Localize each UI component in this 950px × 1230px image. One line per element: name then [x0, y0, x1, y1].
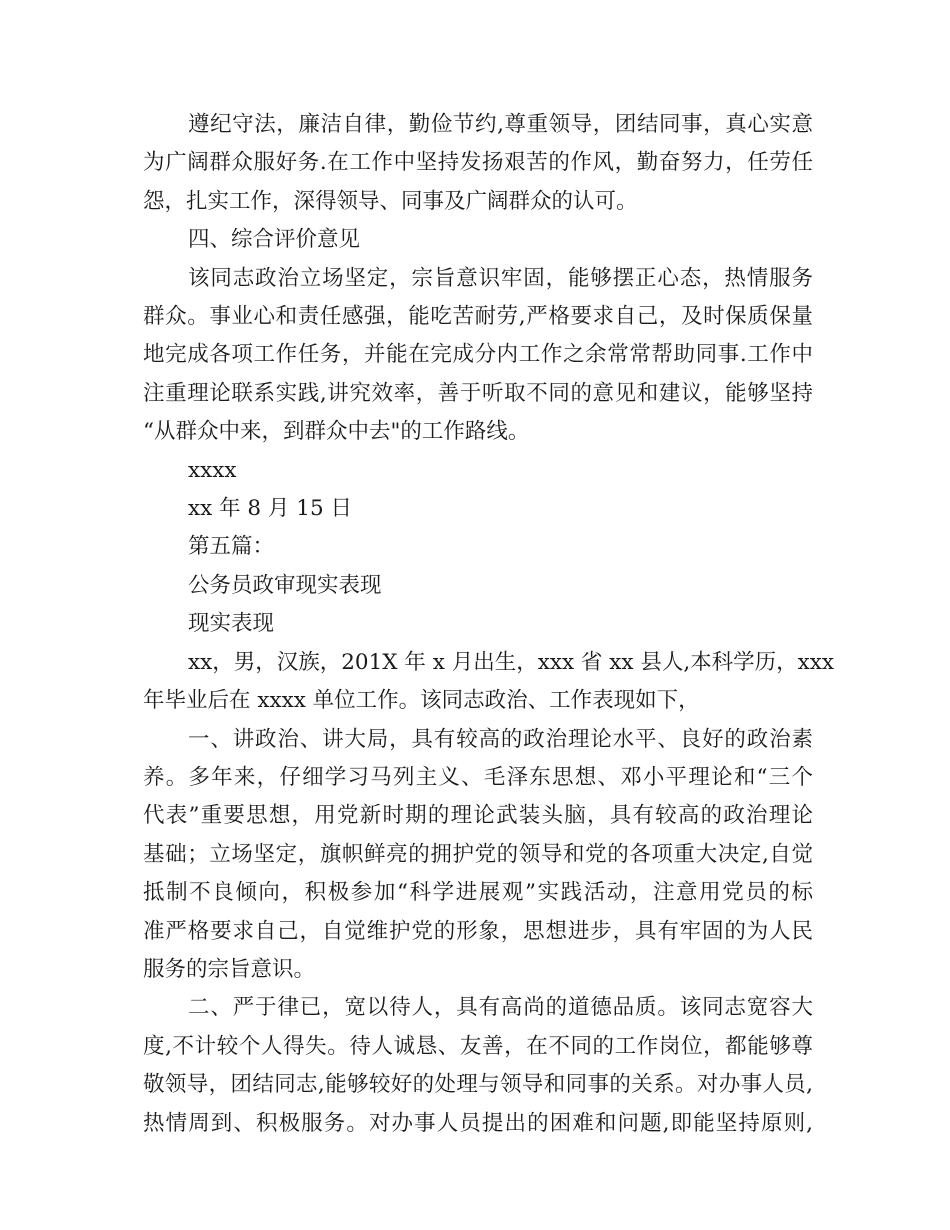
- paragraph: [143, 644, 835, 721]
- text-line: 四、综合评价意见: [188, 227, 361, 253]
- text-line: 度,不计较个人得失。待人诚恳、友善，在不同的工作岗位，都能够尊: [143, 1033, 813, 1059]
- text-line: 为广阔群众服好务.在工作中坚持发扬艰苦的作风，勤奋努力，任劳任: [143, 150, 813, 176]
- text-line: 怨，扎实工作，深得领导、同事及广阔群众的认可。: [143, 188, 638, 214]
- text-line: 地完成各项工作任务，并能在完成分内工作之余常常帮助同事.工作中: [143, 342, 813, 368]
- text-line: xx 年 8 月 15 日: [188, 496, 352, 522]
- paragraph: [143, 260, 813, 452]
- document-title: [143, 567, 813, 605]
- chapter-heading: [143, 528, 813, 566]
- text-line: “从群众中来，到群众中去"的工作路线。: [143, 419, 530, 445]
- text-line: 二、严于律已，宽以待人，具有高尚的道德品质。该同志宽容大: [188, 995, 813, 1021]
- text-line: 第五篇：: [188, 534, 275, 560]
- text-line: 代表”重要思想，用党新时期的理论武装头脑，具有较高的政治理论: [143, 803, 813, 829]
- paragraph: [143, 989, 813, 1143]
- text-line: 一、讲政治、讲大局，具有较高的政治理论水平、良好的政治素: [188, 726, 813, 752]
- document-body: [143, 106, 835, 1143]
- text-line: 敬领导，团结同志,能够较好的处理与领导和同事的关系。对办事人员,: [143, 1072, 813, 1098]
- text-line: 遵纪守法，廉洁自律，勤俭节约,尊重领导，团结同事，真心实意: [188, 112, 813, 137]
- section-heading: [143, 221, 813, 259]
- text-line: 基础；立场坚定，旗帜鲜亮的拥护党的领导和党的各项重大决定,自觉: [143, 841, 813, 867]
- paragraph: [143, 721, 813, 990]
- text-line: 养。多年来，仔细学习马列主义、毛泽东思想、邓小平理论和“三个: [143, 764, 813, 790]
- text-line: 准严格要求自己，自觉维护党的形象，思想进步，具有牢固的为人民: [143, 918, 813, 944]
- text-line: 服务的宗旨意识。: [143, 956, 316, 982]
- date-line: [143, 490, 813, 528]
- text-line: 抵制不良倾向，积极参加“科学进展观”实践活动，注意用党员的标: [143, 880, 813, 906]
- text-line: 热情周到、积极服务。对办事人员提出的困难和问题,即能坚持原则,: [143, 1110, 813, 1136]
- text-line: xx，男，汉族，201X 年 x 月出生，xxx 省 xx 县人,本科学历，xxx: [188, 649, 835, 675]
- text-line: 年毕业后在 xxxx 单位工作。该同志政治、工作表现如下，: [143, 688, 700, 714]
- signature: [143, 452, 813, 490]
- text-line: 公务员政审现实表现: [188, 572, 382, 598]
- text-line: 该同志政治立场坚定，宗旨意识牢固，能够摆正心态，热情服务: [188, 265, 813, 291]
- text-line: 现实表现: [188, 611, 275, 637]
- paragraph: [143, 106, 813, 221]
- text-line: xxxx: [188, 457, 237, 483]
- text-line: 注重理论联系实践,讲究效率，善于听取不同的意见和建议，能够坚持: [143, 380, 813, 406]
- document-subtitle: [143, 605, 813, 643]
- text-line: 群众。事业心和责任感强，能吃苦耐劳,严格要求自己，及时保质保量: [143, 304, 813, 330]
